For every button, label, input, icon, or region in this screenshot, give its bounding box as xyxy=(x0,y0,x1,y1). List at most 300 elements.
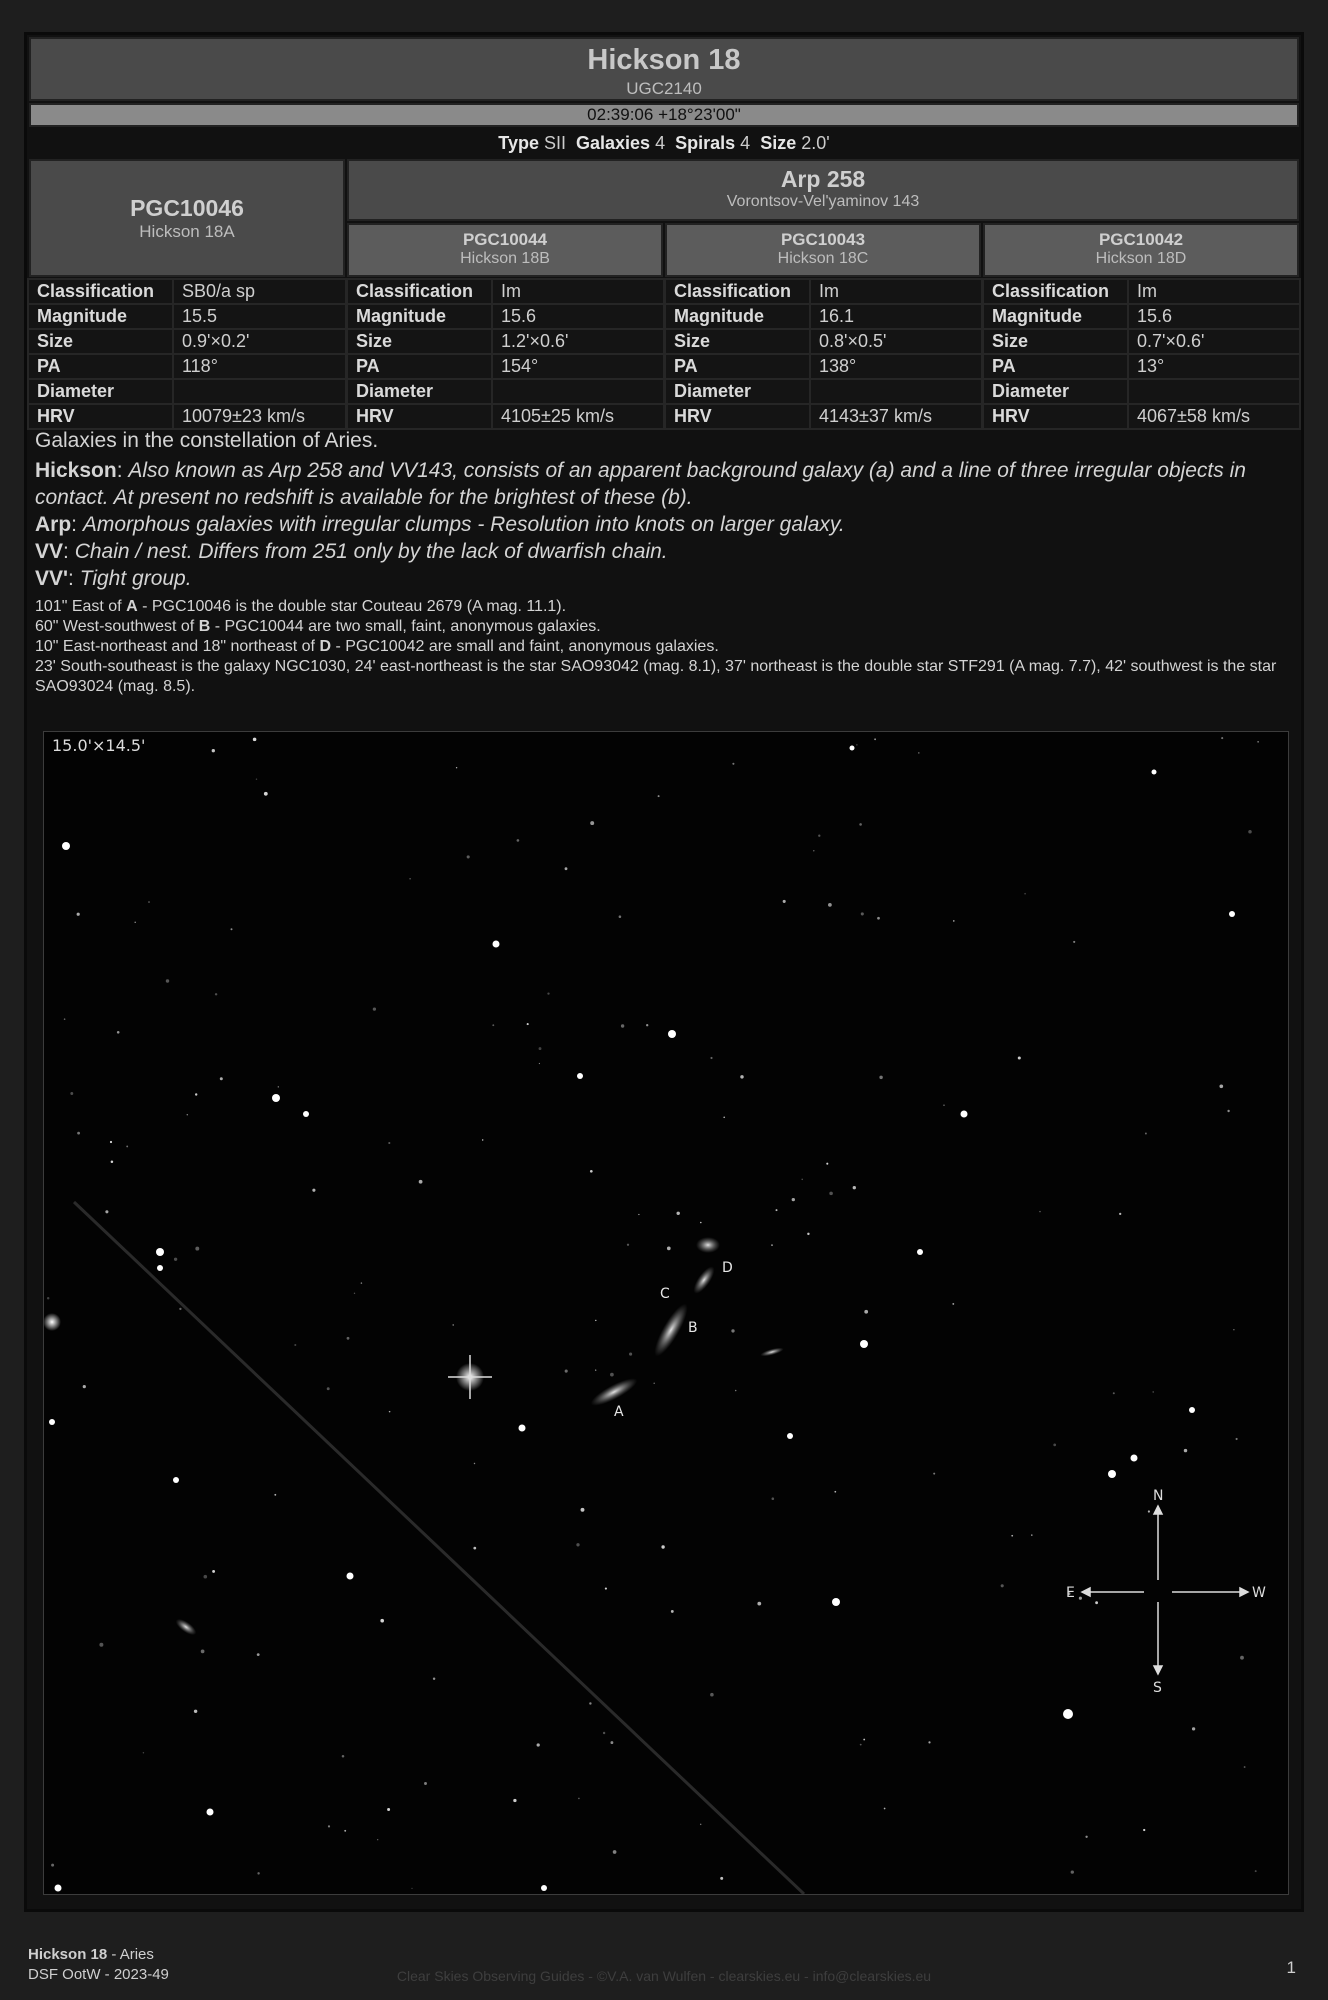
faint-star xyxy=(1221,737,1223,739)
arp-label: Arp xyxy=(35,513,72,536)
compass-s: S xyxy=(1153,1680,1162,1696)
note-bold: D xyxy=(319,638,331,655)
star xyxy=(272,1094,280,1102)
faint-star xyxy=(732,763,734,765)
prop-key: Size xyxy=(983,329,1128,354)
note-text: - PGC10044 are two small, faint, anonymous galaxies. xyxy=(214,618,601,635)
faint-star xyxy=(801,1179,802,1180)
faint-star xyxy=(874,738,876,740)
prop-value: Im xyxy=(1128,279,1300,304)
star xyxy=(347,1573,354,1580)
faint-star xyxy=(64,1018,66,1020)
prop-key: Size xyxy=(28,329,173,354)
footer-object-line xyxy=(28,1945,169,1965)
title-banner xyxy=(29,37,1299,101)
faint-star xyxy=(539,1047,542,1050)
faint-star xyxy=(411,1888,412,1889)
faint-star xyxy=(117,1031,120,1034)
galaxy-d-name: PGC10042 xyxy=(1098,230,1184,249)
faint-star xyxy=(212,1570,215,1573)
faint-star xyxy=(264,792,268,796)
faint-star xyxy=(1148,1510,1150,1512)
faint-star xyxy=(1039,1211,1040,1212)
prop-key: PA xyxy=(983,354,1128,379)
prop-key: Classification xyxy=(983,279,1128,304)
galaxy-b-mark xyxy=(649,1300,693,1360)
type-value: SII xyxy=(543,133,566,153)
faint-star xyxy=(700,1222,702,1224)
prop-key: Magnitude xyxy=(665,304,810,329)
prop-value xyxy=(810,379,982,404)
faint-star xyxy=(195,1093,197,1095)
faint-star xyxy=(834,1491,836,1493)
faint-star xyxy=(918,752,920,754)
faint-star xyxy=(51,1864,54,1867)
faint-star xyxy=(294,1344,296,1346)
faint-star xyxy=(629,1353,632,1356)
star xyxy=(1152,770,1157,775)
faint-star xyxy=(565,1370,568,1373)
faint-star xyxy=(527,1023,529,1025)
faint-star xyxy=(274,1494,276,1496)
faint-star xyxy=(879,1076,882,1079)
faint-star xyxy=(1001,1584,1004,1587)
footer-credit: Clear Skies Observing Guides - ©V.A. van Wulfen - clearskies.eu - info@clearskies.eu xyxy=(396,1968,932,1984)
faint-star xyxy=(661,1545,664,1548)
table-row xyxy=(983,404,1300,429)
edge-star xyxy=(44,1313,61,1331)
faint-star xyxy=(792,1198,795,1201)
faint-star xyxy=(1192,1727,1195,1730)
faint-star xyxy=(828,903,832,907)
faint-star xyxy=(735,1390,737,1392)
faint-star xyxy=(492,1024,494,1026)
galaxy-a-alt: Hickson 18A xyxy=(139,222,235,241)
faint-star xyxy=(380,1619,384,1623)
faint-star xyxy=(671,1610,674,1613)
note-3 xyxy=(35,637,1291,657)
table-row xyxy=(983,329,1300,354)
star xyxy=(519,1425,526,1432)
faint-star xyxy=(1073,941,1075,943)
compass-n: N xyxy=(1153,1488,1164,1504)
faint-star xyxy=(194,1710,197,1713)
size-label: Size xyxy=(760,133,797,153)
prop-value: 13° xyxy=(1128,354,1300,379)
faint-star xyxy=(710,1057,712,1059)
faint-star xyxy=(212,749,215,752)
faint-star xyxy=(166,979,169,982)
star xyxy=(1108,1470,1116,1478)
faint-star xyxy=(610,1741,613,1744)
sheet-frame xyxy=(24,32,1304,1912)
prop-value xyxy=(173,379,346,404)
label-d: D xyxy=(722,1260,733,1276)
faint-star xyxy=(253,738,257,742)
faint-star xyxy=(1255,1870,1257,1872)
vv2-paragraph: VV': Tight group. xyxy=(35,567,192,590)
galaxy-c-mark xyxy=(690,1263,718,1296)
star xyxy=(49,1419,55,1425)
description-block xyxy=(35,427,1291,697)
faint-star xyxy=(1233,1329,1234,1330)
star xyxy=(1229,911,1235,917)
prop-value xyxy=(492,379,664,404)
faint-star xyxy=(539,1063,540,1064)
faint-star xyxy=(452,1324,453,1325)
faint-star xyxy=(884,1808,886,1810)
stars xyxy=(47,737,1259,1891)
galaxy-a-name: PGC10046 xyxy=(130,195,244,221)
prop-key: Classification xyxy=(347,279,492,304)
faint-star xyxy=(187,1114,188,1115)
vv-label: VV xyxy=(35,540,64,563)
table-row xyxy=(28,304,346,329)
galaxy-b-header xyxy=(347,223,663,277)
galaxy-d-properties xyxy=(982,278,1301,430)
faint-star xyxy=(47,1297,49,1299)
faint-star xyxy=(610,1373,614,1377)
vv-text: Chain / nest. Differs from 251 only by the lack of dwarfish chain. xyxy=(74,540,668,563)
faint-star xyxy=(1119,1213,1121,1215)
faint-star xyxy=(388,1142,390,1144)
faint-star xyxy=(1053,1444,1056,1447)
faint-star xyxy=(1219,1084,1223,1088)
prop-value: Im xyxy=(810,279,982,304)
faint-star xyxy=(818,835,820,837)
faint-star xyxy=(312,1189,315,1192)
table-row xyxy=(665,329,982,354)
type-summary-row xyxy=(29,129,1299,157)
coordinates-bar: 02:39:06 +18°23'00" xyxy=(29,103,1299,127)
faint-star xyxy=(1031,1534,1032,1535)
star xyxy=(55,1885,62,1892)
table-row xyxy=(665,354,982,379)
faint-star xyxy=(576,1543,579,1546)
prop-value: SB0/a sp xyxy=(173,279,346,304)
galaxy-a-properties xyxy=(27,278,347,430)
faint-star xyxy=(354,1293,355,1294)
star xyxy=(832,1598,840,1606)
field-of-view-label: 15.0'×14.5' xyxy=(52,736,146,755)
faint-star xyxy=(1227,1110,1229,1112)
faint-star xyxy=(863,1739,865,1741)
faint-star xyxy=(595,1369,596,1370)
table-row xyxy=(28,329,346,354)
faint-star xyxy=(278,1086,279,1087)
faint-star xyxy=(387,1808,390,1811)
prop-key: HRV xyxy=(28,404,173,429)
vv2-text: Tight group. xyxy=(79,567,192,590)
faint-star xyxy=(1095,1601,1098,1604)
compass-e: E xyxy=(1066,1585,1075,1601)
star xyxy=(62,842,70,850)
faint-star xyxy=(646,1024,648,1026)
prop-value: 16.1 xyxy=(810,304,982,329)
faint-star xyxy=(861,912,864,915)
faint-star xyxy=(389,1411,391,1413)
faint-star xyxy=(590,1170,593,1173)
star xyxy=(157,1265,163,1271)
faint-star xyxy=(126,1145,128,1147)
note-bold: B xyxy=(198,618,211,635)
footer-constellation: - Aries xyxy=(111,1946,154,1963)
note-text: 60" West-southwest of xyxy=(35,618,195,635)
faint-star xyxy=(627,1244,629,1246)
table-row xyxy=(347,279,664,304)
faint-star xyxy=(776,1209,778,1211)
faint-star xyxy=(513,1799,516,1802)
arp-paragraph: Arp: Amorphous galaxies with irregular clumps - Resolution into knots on larger galaxy. xyxy=(35,513,845,536)
faint-star xyxy=(700,1824,701,1825)
prop-key: Diameter xyxy=(983,379,1128,404)
table-row xyxy=(28,354,346,379)
star xyxy=(1189,1407,1195,1413)
star xyxy=(787,1433,793,1439)
prop-key: PA xyxy=(28,354,173,379)
galaxies-value: 4 xyxy=(655,133,666,153)
faint-star xyxy=(710,1693,714,1697)
faint-star xyxy=(537,1743,540,1746)
star xyxy=(541,1885,547,1891)
faint-star xyxy=(772,1497,775,1500)
star xyxy=(668,1030,676,1038)
faint-star xyxy=(344,1830,346,1832)
table-row xyxy=(347,404,664,429)
faint-star xyxy=(1257,741,1258,742)
galaxy-c-alt: Hickson 18C xyxy=(777,250,869,267)
faint-star xyxy=(723,1116,725,1118)
star xyxy=(207,1809,214,1816)
compass-rose xyxy=(1082,1506,1248,1674)
page-subtitle: UGC2140 xyxy=(626,79,702,98)
satellite-trail xyxy=(74,1202,804,1894)
faint-star xyxy=(474,1463,475,1464)
faint-star xyxy=(204,1575,208,1579)
star xyxy=(917,1249,923,1255)
hickson-label: Hickson xyxy=(35,459,117,482)
faint-star xyxy=(1240,1656,1244,1660)
faint-star xyxy=(77,1132,80,1135)
faint-star xyxy=(1011,1535,1013,1537)
size-value: 2.0' xyxy=(801,133,830,153)
faint-star xyxy=(456,767,457,768)
prop-key: Classification xyxy=(665,279,810,304)
faint-star xyxy=(581,1508,585,1512)
faint-star xyxy=(547,992,549,994)
footer-series: DSF OotW - 2023-49 xyxy=(28,1966,169,1983)
table-row xyxy=(983,279,1300,304)
prop-value: 10079±23 km/s xyxy=(173,404,346,429)
faint-star xyxy=(667,1247,671,1251)
faint-star xyxy=(70,1092,73,1095)
prop-key: Diameter xyxy=(347,379,492,404)
faint-star xyxy=(361,1282,362,1283)
vv2-label: VV' xyxy=(35,567,69,590)
group-name: Arp 258 xyxy=(780,166,866,192)
table-row xyxy=(347,379,664,404)
faint-star xyxy=(826,1163,828,1165)
faint-star xyxy=(943,1105,944,1106)
table-row xyxy=(665,379,982,404)
faint-star xyxy=(621,1024,624,1027)
faint-star xyxy=(257,1653,260,1656)
prop-key: Diameter xyxy=(28,379,173,404)
faint-star xyxy=(327,1387,330,1390)
star xyxy=(493,941,500,948)
hickson-paragraph: Hickson: Also known as Arp 258 and VV143, consists of an apparent background galaxy (a) and a line of three irregular objects in contact. At present no redshift is available for the brightest of these (b). xyxy=(35,459,1246,509)
prop-value: 138° xyxy=(810,354,982,379)
prop-value: 1.2'×0.6' xyxy=(492,329,664,354)
prop-value: 4067±58 km/s xyxy=(1128,404,1300,429)
faint-star xyxy=(1085,1836,1087,1838)
prop-key: Magnitude xyxy=(28,304,173,329)
table-row xyxy=(347,329,664,354)
prop-key: Magnitude xyxy=(983,304,1128,329)
faint-star xyxy=(215,993,217,995)
prop-value: 15.5 xyxy=(173,304,346,329)
faint-star xyxy=(467,855,470,858)
table-row xyxy=(983,304,1300,329)
faint-star xyxy=(201,1650,205,1654)
star xyxy=(850,746,855,751)
faint-star xyxy=(877,917,880,920)
faint-star xyxy=(1145,1133,1147,1135)
faint-star xyxy=(638,1214,639,1215)
faint-star xyxy=(347,1337,350,1340)
table-row xyxy=(28,404,346,429)
galaxy-c-header xyxy=(665,223,981,277)
galaxy-c-name: PGC10043 xyxy=(780,230,866,249)
faint-star xyxy=(1244,1766,1246,1768)
galaxy-d-mark xyxy=(696,1237,720,1253)
star xyxy=(173,1477,179,1483)
page-title: Hickson 18 xyxy=(587,44,741,76)
arp-text: Amorphous galaxies with irregular clumps - Resolution into knots on larger galaxy. xyxy=(82,513,845,536)
footer-object: Hickson 18 xyxy=(28,1946,108,1963)
faint-star xyxy=(605,1588,607,1590)
faint-star xyxy=(195,1247,199,1251)
faint-star xyxy=(373,1007,376,1010)
faint-star xyxy=(565,867,568,870)
faint-star xyxy=(613,1850,617,1854)
faint-star xyxy=(256,778,257,779)
table-row xyxy=(983,379,1300,404)
table-row xyxy=(28,379,346,404)
star xyxy=(1063,1709,1073,1719)
constellation-line: Galaxies in the constellation of Aries. xyxy=(35,429,379,452)
table-row xyxy=(983,354,1300,379)
faint-star xyxy=(517,839,520,842)
galaxy-d-header xyxy=(983,223,1299,277)
faint-star xyxy=(1248,830,1252,834)
faint-star xyxy=(807,1233,809,1235)
faint-star xyxy=(134,922,135,923)
faint-star xyxy=(179,1308,181,1310)
faint-star xyxy=(257,1872,259,1874)
compass-w: W xyxy=(1252,1585,1266,1601)
star xyxy=(303,1111,309,1117)
faint-star xyxy=(377,1839,378,1840)
prop-value: 15.6 xyxy=(1128,304,1300,329)
faint-star xyxy=(860,1744,862,1746)
faint-star xyxy=(111,1161,114,1164)
faint-star xyxy=(1113,1392,1115,1394)
star xyxy=(156,1248,164,1256)
faint-star xyxy=(859,823,862,826)
prop-key: PA xyxy=(665,354,810,379)
prop-key: PA xyxy=(347,354,492,379)
hickson-text: Also known as Arp 258 and VV143, consists of an apparent background galaxy (a) and a line of three irregular objects in contact. At present no redshift is available for the brightest of these (b). xyxy=(35,459,1246,509)
note-text: - PGC10042 are small and faint, anonymous galaxies. xyxy=(335,638,719,655)
prop-value: 4105±25 km/s xyxy=(492,404,664,429)
faint-star xyxy=(813,850,814,851)
faint-star xyxy=(1024,893,1026,895)
prop-key: Classification xyxy=(28,279,173,304)
faint-star xyxy=(419,1180,423,1184)
table-row xyxy=(665,304,982,329)
faint-star xyxy=(220,1077,223,1080)
faint-star xyxy=(231,928,233,930)
note-1 xyxy=(35,597,1291,617)
note-2 xyxy=(35,617,1291,637)
faint-star xyxy=(1143,1829,1145,1831)
faint-star xyxy=(409,878,411,880)
star xyxy=(1131,1455,1138,1462)
prop-value: 0.8'×0.5' xyxy=(810,329,982,354)
prop-key: Diameter xyxy=(665,379,810,404)
galaxy-c-properties xyxy=(664,278,983,430)
table-row xyxy=(347,354,664,379)
faint-star xyxy=(1079,1597,1082,1600)
faint-star xyxy=(653,1382,655,1384)
label-c: C xyxy=(660,1286,670,1302)
faint-star xyxy=(676,1212,679,1215)
faint-star xyxy=(1018,1056,1021,1059)
galaxies-label: Galaxies xyxy=(576,133,651,153)
faint-star xyxy=(143,1752,144,1753)
prop-key: Magnitude xyxy=(347,304,492,329)
label-a: A xyxy=(614,1404,624,1420)
prop-value: 0.9'×0.2' xyxy=(173,329,346,354)
faint-star xyxy=(595,1320,596,1321)
prop-value: 15.6 xyxy=(492,304,664,329)
faint-star xyxy=(603,1732,605,1734)
star xyxy=(577,1073,583,1079)
prop-value: Im xyxy=(492,279,664,304)
faint-star xyxy=(1184,1449,1187,1452)
note-text: - PGC10046 is the double star Couteau 2679 (A mag. 11.1). xyxy=(142,598,567,615)
table-row xyxy=(347,304,664,329)
faint-star xyxy=(619,915,622,918)
faint-star xyxy=(783,900,786,903)
prop-key: Size xyxy=(665,329,810,354)
galaxy-a-header xyxy=(29,159,345,277)
faint-star xyxy=(731,1329,734,1332)
galaxy-d-alt: Hickson 18D xyxy=(1095,250,1187,267)
faint-star xyxy=(589,1702,591,1704)
faint-star xyxy=(110,1141,112,1143)
vv-paragraph: VV: Chain / nest. Differs from 251 only by the lack of dwarfish chain. xyxy=(35,540,668,563)
spirals-label: Spirals xyxy=(675,133,736,153)
faint-star xyxy=(590,821,594,825)
faint-star xyxy=(740,1075,743,1078)
galaxy-b-properties xyxy=(346,278,665,430)
faint-star xyxy=(853,1186,856,1189)
prop-value: 154° xyxy=(492,354,664,379)
faint-star xyxy=(83,1385,86,1388)
faint-star xyxy=(482,1139,483,1140)
